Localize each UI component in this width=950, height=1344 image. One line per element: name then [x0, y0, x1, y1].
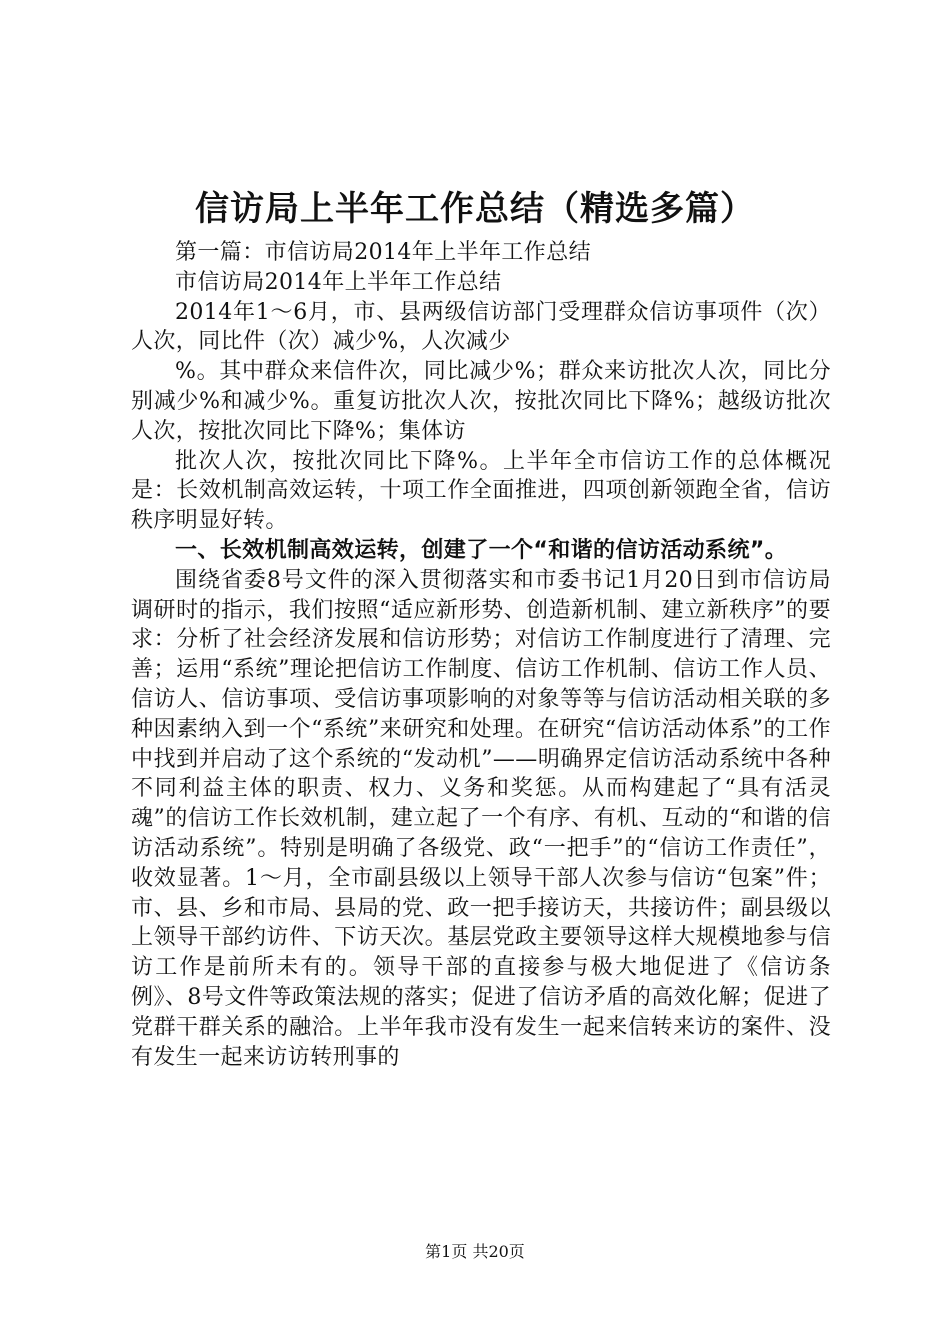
body-paragraph: %。其中群众来信件次，同比减少%；群众来访批次人次，同比分别减少%和减少%。重复访批次人次，按批次同比下降%；越级访批次人次，按批次同比下降%；集体访	[131, 359, 831, 444]
body-paragraph: 围绕省委8号文件的深入贯彻落实和市委书记1月20日到市信访局调研时的指示，我们按照“适应新形势、创造新机制、建立新秩序”的要求：分析了社会经济发展和信访形势；对信访工作制度进行了清理、完善；运用“系统”理论把信访工作制度、信访工作机制、信访工作人员、信访人、信访事项、受信访事项影响的对象等等与信访活动相关联的多种因素纳入到一个“系统”来研究和处理。在研究“信访活动体系”的工作中找到并启动了这个系统的“发动机”——明确界定信访活动系统中各种不同利益主体的职责、权力、义务和奖惩。从而构建起了“具有活灵魂”的信访工作长效机制，建立起了一个有序、有机、互动的“和谐的信访活动系统”。特别是明确了各级党、政“一把手”的“信访工作责任”，收效显著。1～月，全市副县级以上领导干部人次参与信访“包案”件；市、县、乡和市局、县局的党、政一把手接访天，共接访件；副县级以上领导干部约访件、下访天次。基层党政主要领导这样大规模地参与信访工作是前所未有的。领导干部的直接参与极大地促进了《信访条例》、8号文件等政策法规的落实；促进了信访矛盾的高效化解；促进了党群干群关系的融洽。上半年我市没有发生一起来信转来访的案件、没有发生一起来访访转刑事的	[131, 567, 831, 1070]
body-paragraph: 2014年1～6月，市、县两级信访部门受理群众信访事项件（次）人次，同比件（次）减少%，人次减少	[131, 299, 831, 355]
page-footer: 第1页 共20页	[425, 1242, 525, 1261]
document-body	[131, 238, 831, 1072]
section-heading: 一、长效机制高效运转，创建了一个“和谐的信访活动系统”。	[175, 537, 788, 563]
document-title: 信访局上半年工作总结（精选多篇）	[195, 189, 755, 229]
report-title-line: 市信访局2014年上半年工作总结	[175, 269, 502, 295]
body-paragraph: 批次人次，按批次同比下降%。上半年全市信访工作的总体概况是：长效机制高效运转，十项工作全面推进，四项创新领跑全省，信访秩序明显好转。	[131, 448, 831, 534]
section-title-line: 第一篇：市信访局2014年上半年工作总结	[175, 240, 591, 265]
